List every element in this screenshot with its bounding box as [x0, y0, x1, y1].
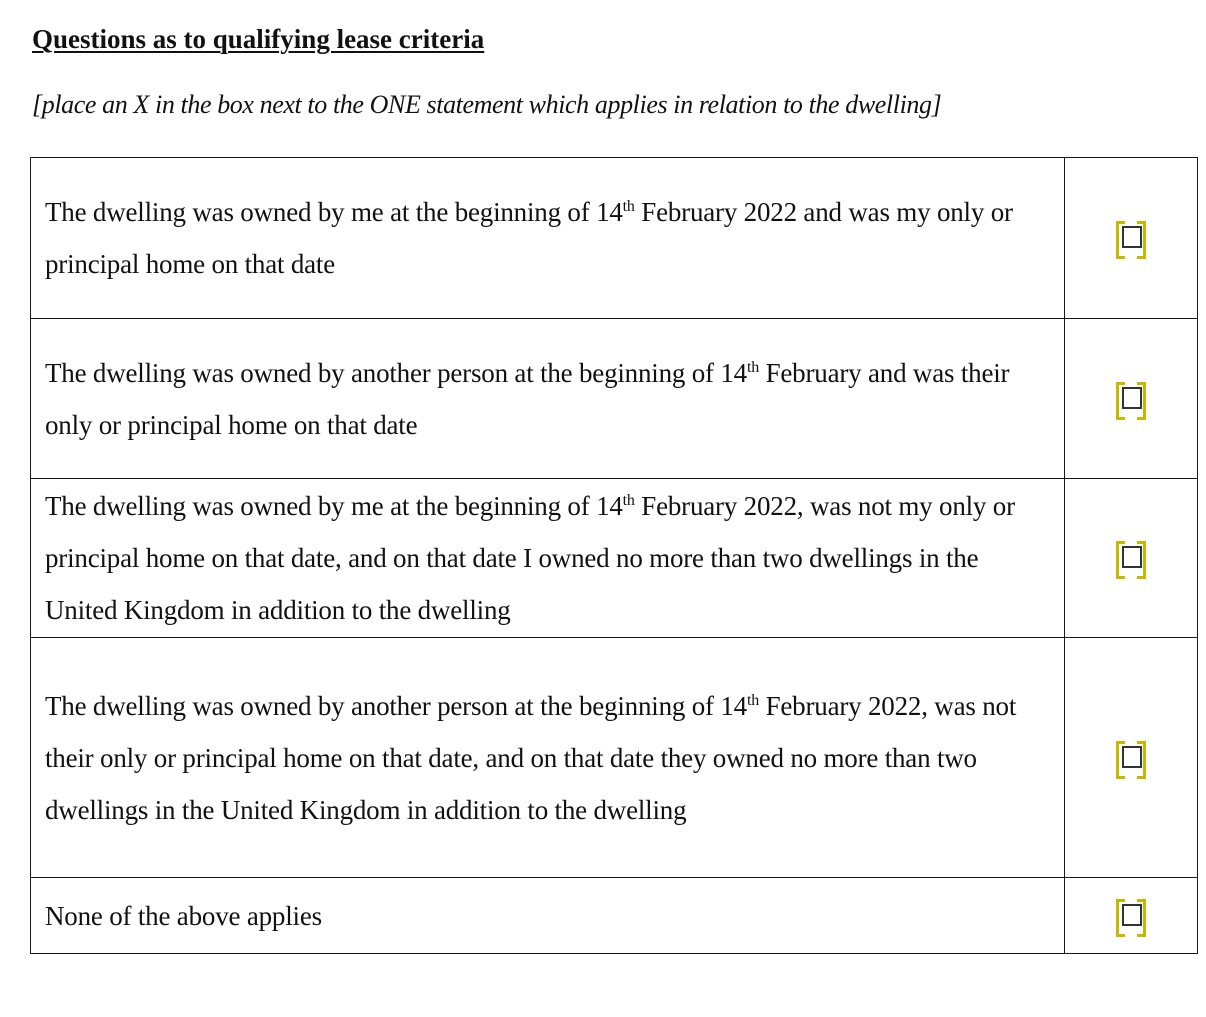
statement-cell-5 [31, 878, 1065, 954]
bracket-right-icon [1137, 541, 1146, 579]
checkbox-1[interactable] [1116, 221, 1146, 255]
criteria-table [30, 157, 1198, 954]
instruction-text: [place an X in the box next to the ONE statement which applies in relation to the dwelling] [32, 90, 942, 119]
statement-text-3-sup: th [622, 492, 635, 509]
checkbox-3[interactable] [1116, 541, 1146, 575]
statement-text-4-sup: th [746, 691, 760, 709]
statement-cell-1 [31, 158, 1065, 319]
criteria-row-4 [31, 638, 1198, 878]
statement-text-2-post: February and was their only or principal home on that date [45, 357, 1010, 440]
checkbox-cell-4 [1065, 638, 1198, 878]
statement-text-1-post: February 2022 and was my only or principal home on that date [45, 197, 1013, 279]
checkbox-cell-5 [1065, 878, 1198, 954]
criteria-table-body [31, 158, 1198, 954]
statement-text-5-pre: None of the above applies [45, 900, 322, 931]
statement-text-2-pre: The dwelling was owned by another person at the beginning of 14 [45, 357, 747, 388]
criteria-row-2 [31, 319, 1198, 479]
bracket-right-icon [1137, 221, 1146, 259]
statement-cell-3 [31, 479, 1065, 638]
checkbox-cell-3 [1065, 479, 1198, 638]
criteria-row-3 [31, 479, 1198, 638]
checkbox-2[interactable] [1116, 382, 1146, 416]
bracket-right-icon [1137, 899, 1146, 937]
criteria-row-5 [31, 878, 1198, 954]
statement-text-2-sup: th [746, 358, 760, 376]
statement-text-4-pre: The dwelling was owned by another person at the beginning of 14 [45, 690, 747, 721]
statement-cell-4 [31, 638, 1065, 878]
statement-text-4-post: February 2022, was not their only or principal home on that date, and on that date they owned no more than two dwellings in the United Kingdom in addition to the dwelling [45, 690, 1017, 825]
bracket-right-icon [1137, 741, 1146, 779]
bracket-right-icon [1137, 382, 1146, 420]
statement-text-1-sup: th [622, 198, 635, 215]
checkbox-cell-1 [1065, 158, 1198, 319]
section-heading: Questions as to qualifying lease criteria [32, 24, 485, 54]
statement-text-3-post: February 2022, was not my only or principal home on that date, and on that date I owned no more than two dwellings in the United Kingdom in addition to the dwelling [45, 491, 1015, 625]
statement-text-3-pre: The dwelling was owned by me at the beginning of 14 [45, 491, 623, 521]
statement-cell-2 [31, 319, 1065, 479]
criteria-row-1 [31, 158, 1198, 319]
checkbox-cell-2 [1065, 319, 1198, 479]
checkbox-5[interactable] [1116, 899, 1146, 933]
statement-text-1-pre: The dwelling was owned by me at the beginning of 14 [45, 197, 623, 227]
checkbox-4[interactable] [1116, 741, 1146, 775]
